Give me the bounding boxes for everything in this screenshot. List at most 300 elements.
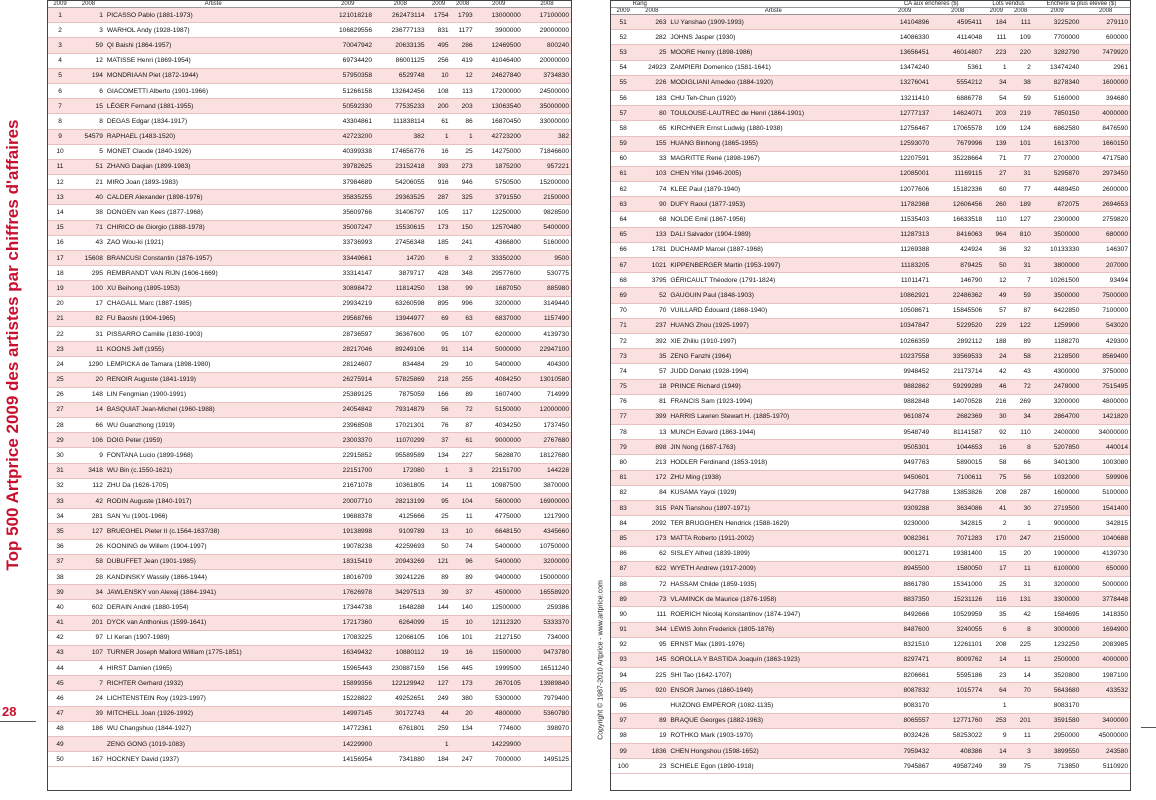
artist-name-cell: DEGAS Edgar (1834-1917) <box>105 114 322 129</box>
turnover-2009-cell: 8065557 <box>878 713 931 728</box>
lots-2009-cell: 127 <box>427 676 451 691</box>
top-bid-2008-cell: 714999 <box>523 387 571 402</box>
turnover-2009-cell: 10508671 <box>878 303 931 318</box>
top-bid-2008-cell: 5400000 <box>523 220 571 235</box>
table-row <box>611 106 1130 121</box>
top-bid-2009-cell: 4300000 <box>1033 364 1082 379</box>
rank-2008-cell: 58 <box>72 554 105 569</box>
turnover-2009-cell: 70047942 <box>322 38 375 53</box>
turnover-2008-cell: 14070528 <box>931 394 984 409</box>
lots-2008-cell: 59 <box>1008 90 1032 105</box>
lots-2009-cell: 42 <box>984 364 1008 379</box>
artist-name-cell: HUANG Binhong (1865-1955) <box>668 136 878 151</box>
turnover-2009-cell: 8083170 <box>878 698 931 713</box>
lots-2008-cell: 140 <box>451 600 475 615</box>
top-bid-2009-cell: 14275000 <box>475 144 523 159</box>
lots-2008-cell: 66 <box>1008 455 1032 470</box>
table-row <box>48 159 571 174</box>
rank-2008-cell: 13 <box>635 425 668 440</box>
top-bid-2008-cell: 279110 <box>1081 15 1130 30</box>
lots-2008-cell: 227 <box>451 448 475 463</box>
table-row <box>48 357 571 372</box>
top-bid-2008-cell: 4139730 <box>523 326 571 341</box>
rank-2009-cell: 83 <box>611 501 635 516</box>
rank-2009-cell: 27 <box>48 402 72 417</box>
lots-2009-cell: 393 <box>427 159 451 174</box>
lots-2009-cell: 34 <box>984 75 1008 90</box>
table-row <box>48 251 571 266</box>
turnover-2008-cell: 11169115 <box>931 166 984 181</box>
top-bid-2009-cell: 6837000 <box>475 311 523 326</box>
artist-name-cell: XIE Zhiliu (1910-1997) <box>668 333 878 348</box>
top-bid-2008-cell: 16511240 <box>523 661 571 676</box>
rank-2008-cell: 148 <box>72 387 105 402</box>
turnover-2009-cell: 12777137 <box>878 106 931 121</box>
lots-2008-cell: 74 <box>451 539 475 554</box>
table-row <box>611 516 1130 531</box>
rank-2008-cell: 4 <box>72 661 105 676</box>
top-bid-2009-cell: 3200000 <box>1033 576 1082 591</box>
rank-2009-cell: 21 <box>48 311 72 326</box>
turnover-2009-cell: 8492666 <box>878 607 931 622</box>
top-bid-2008-cell: 3778448 <box>1081 592 1130 607</box>
artist-name-cell: SHI Tao (1642-1707) <box>668 668 878 683</box>
lots-2008-cell: 247 <box>451 752 475 767</box>
rank-2008-cell: 38 <box>72 205 105 220</box>
top-bid-2009-cell: 42723200 <box>475 129 523 144</box>
lots-2008-cell: 43 <box>1008 364 1032 379</box>
top-bid-2008-cell: 382 <box>523 129 571 144</box>
lots-2008-cell: 63 <box>451 311 475 326</box>
turnover-2009-cell: 9427788 <box>878 485 931 500</box>
lots-2009-cell: 895 <box>427 296 451 311</box>
rank-2009-cell: 61 <box>611 166 635 181</box>
rank-2009-cell: 19 <box>48 281 72 296</box>
col-top-bid-2008: 2008 <box>1081 8 1130 15</box>
turnover-2009-cell: 9882862 <box>878 379 931 394</box>
rank-2009-cell: 68 <box>611 273 635 288</box>
col-lots-2008: 2008 <box>1008 8 1032 15</box>
turnover-2008-cell: 11814250 <box>374 281 427 296</box>
table-row <box>611 455 1130 470</box>
top-bid-2009-cell: 2128500 <box>1033 349 1082 364</box>
lots-2008-cell <box>1008 698 1032 713</box>
turnover-2009-cell: 18016709 <box>322 569 375 584</box>
rank-2008-cell: 80 <box>635 106 668 121</box>
turnover-2009-cell: 24054842 <box>322 402 375 417</box>
lots-2009-cell: 39 <box>427 585 451 600</box>
lots-2009-cell: 249 <box>427 691 451 706</box>
top-bid-2009-cell: 2950000 <box>1033 728 1082 743</box>
turnover-2009-cell: 13211410 <box>878 90 931 105</box>
turnover-2008-cell: 13853826 <box>931 485 984 500</box>
lots-2009-cell: 54 <box>984 90 1008 105</box>
rank-2008-cell: 399 <box>635 409 668 424</box>
top-bid-2009-cell: 5628870 <box>475 448 523 463</box>
rank-2008-cell: 84 <box>635 485 668 500</box>
top-bid-2008-cell: 33000000 <box>523 114 571 129</box>
table-row <box>611 744 1130 759</box>
rank-2009-cell: 54 <box>611 60 635 75</box>
lots-2008-cell: 113 <box>451 83 475 98</box>
artist-name-cell: MONET Claude (1840-1926) <box>105 144 322 159</box>
lots-2009-cell: 69 <box>427 311 451 326</box>
top-bid-2009-cell: 2127150 <box>475 630 523 645</box>
turnover-2009-cell: 39782625 <box>322 159 375 174</box>
rank-2009-cell: 39 <box>48 585 72 600</box>
lots-2009-cell: 46 <box>984 379 1008 394</box>
turnover-2008-cell: 79314879 <box>374 402 427 417</box>
lots-2009-cell: 253 <box>984 713 1008 728</box>
rank-2008-cell: 95 <box>635 637 668 652</box>
lots-2008-cell: 104 <box>451 494 475 509</box>
artist-name-cell: HOCKNEY David (1937) <box>105 752 322 767</box>
top-bid-2008-cell: 7500000 <box>1081 288 1130 303</box>
turnover-2008-cell: 17021301 <box>374 418 427 433</box>
col-lots-group: Lots vendus <box>984 1 1033 8</box>
artist-name-cell: ZAMPIERI Domenico (1581-1641) <box>668 60 878 75</box>
artist-name-cell: NOLDE Emil (1867-1956) <box>668 212 878 227</box>
lots-2008-cell: 10 <box>451 357 475 372</box>
top-bid-2009-cell: 7000000 <box>475 752 523 767</box>
turnover-2008-cell <box>374 737 427 752</box>
turnover-2009-cell: 9610874 <box>878 409 931 424</box>
rank-2009-cell: 45 <box>48 676 72 691</box>
table-row <box>611 668 1130 683</box>
rank-2008-cell: 1836 <box>635 744 668 759</box>
top-bid-2008-cell: 146307 <box>1081 242 1130 257</box>
lots-2008-cell: 20 <box>1008 546 1032 561</box>
rank-2008-cell: 263 <box>635 15 668 30</box>
top-bid-2008-cell: 10750000 <box>523 539 571 554</box>
lots-2008-cell: 2 <box>1008 60 1032 75</box>
table-row <box>611 546 1130 561</box>
turnover-2009-cell: 7945867 <box>878 759 931 774</box>
turnover-2008-cell: 8009762 <box>931 652 984 667</box>
lots-2009-cell: 287 <box>427 190 451 205</box>
table-row <box>611 318 1130 333</box>
turnover-2008-cell: 33569533 <box>931 349 984 364</box>
lots-2008-cell: 3 <box>451 463 475 478</box>
top-bid-2008-cell: 71846600 <box>523 144 571 159</box>
rank-2008-cell: 344 <box>635 622 668 637</box>
rank-2008-cell: 133 <box>635 227 668 242</box>
rank-2008-cell: 898 <box>635 440 668 455</box>
turnover-2008-cell: 7071283 <box>931 531 984 546</box>
top-bid-2009-cell: 3591580 <box>1033 713 1082 728</box>
turnover-2008-cell: 39241226 <box>374 569 427 584</box>
rank-2009-cell: 76 <box>611 394 635 409</box>
artist-name-cell: MAGRITTE René (1898-1967) <box>668 151 878 166</box>
artist-name-cell: ZHU Da (1626-1705) <box>105 478 322 493</box>
rank-2008-cell: 59 <box>72 38 105 53</box>
rank-2009-cell: 51 <box>611 15 635 30</box>
turnover-2008-cell: 89249106 <box>374 342 427 357</box>
top-bid-2009-cell: 33350200 <box>475 251 523 266</box>
rank-2009-cell: 17 <box>48 251 72 266</box>
table-row <box>48 129 571 144</box>
lots-2009-cell: 14 <box>984 744 1008 759</box>
lots-2009-cell: 111 <box>984 30 1008 45</box>
rank-2009-cell: 48 <box>48 721 72 736</box>
top-bid-2009-cell: 3282790 <box>1033 45 1082 60</box>
lots-2008-cell: 111 <box>1008 15 1032 30</box>
rank-2008-cell: 172 <box>635 470 668 485</box>
turnover-2009-cell: 20007710 <box>322 494 375 509</box>
top-bid-2009-cell: 6200000 <box>475 326 523 341</box>
lots-2009-cell: 39 <box>984 759 1008 774</box>
turnover-2009-cell: 17217360 <box>322 615 375 630</box>
turnover-2009-cell: 9230000 <box>878 516 931 531</box>
artist-name-cell: ZENG GONG (1019-1083) <box>105 737 322 752</box>
lots-2008-cell: 86 <box>451 114 475 129</box>
turnover-2009-cell: 10347847 <box>878 318 931 333</box>
turnover-2008-cell: 57825869 <box>374 372 427 387</box>
lots-2009-cell: 831 <box>427 23 451 38</box>
artist-name-cell: DERAIN André (1880-1954) <box>105 600 322 615</box>
turnover-2008-cell: 1580050 <box>931 561 984 576</box>
lots-2009-cell: 116 <box>984 592 1008 607</box>
rank-2008-cell: 295 <box>72 266 105 281</box>
lots-2009-cell: 10 <box>427 68 451 83</box>
top-bid-2009-cell: 3300000 <box>1033 592 1082 607</box>
rank-2009-cell: 6 <box>48 83 72 98</box>
table-row <box>48 630 571 645</box>
lots-2008-cell: 380 <box>451 691 475 706</box>
table-row <box>48 539 571 554</box>
artist-name-cell: HUIZONG EMPEROR (1082-1135) <box>668 698 878 713</box>
rank-2009-cell: 82 <box>611 485 635 500</box>
artist-name-cell: LI Keran (1907-1989) <box>105 630 322 645</box>
table-row <box>48 175 571 190</box>
artist-name-cell: KUSAMA Yayoi (1929) <box>668 485 878 500</box>
turnover-2009-cell: 9309288 <box>878 501 931 516</box>
top-bid-2009-cell: 5600000 <box>475 494 523 509</box>
turnover-2009-cell: 40399338 <box>322 144 375 159</box>
top-bid-2008-cell: 2759820 <box>1081 212 1130 227</box>
artist-name-cell: CHEN Yifei (1946-2005) <box>668 166 878 181</box>
lots-2009-cell: 1 <box>427 129 451 144</box>
table-row <box>611 90 1130 105</box>
turnover-2008-cell: 382 <box>374 129 427 144</box>
top-bid-2009-cell: 13063540 <box>475 99 523 114</box>
top-bid-2009-cell: 13474240 <box>1033 60 1082 75</box>
lots-2008-cell: 77 <box>1008 182 1032 197</box>
top-bid-2009-cell: 1232250 <box>1033 637 1082 652</box>
rank-2008-cell: 3 <box>72 23 105 38</box>
top-bid-2009-cell: 8083170 <box>1033 698 1082 713</box>
artist-name-cell: GAUGUIN Paul (1848-1903) <box>668 288 878 303</box>
lots-2009-cell: 13 <box>427 524 451 539</box>
table-row <box>48 676 571 691</box>
rank-2008-cell: 145 <box>635 652 668 667</box>
turnover-2009-cell: 8487600 <box>878 622 931 637</box>
top-bid-2009-cell: 6422850 <box>1033 303 1082 318</box>
top-bid-2009-cell: 12112320 <box>475 615 523 630</box>
artist-name-cell: WU Changshuo (1844-1927) <box>105 721 322 736</box>
rank-2009-cell: 22 <box>48 326 72 341</box>
rank-2009-cell: 92 <box>611 637 635 652</box>
turnover-2008-cell: 13944977 <box>374 311 427 326</box>
turnover-2009-cell: 11011471 <box>878 273 931 288</box>
lots-2008-cell: 11 <box>1008 561 1032 576</box>
lots-2008-cell: 220 <box>1008 45 1032 60</box>
lots-2009-cell: 35 <box>984 607 1008 622</box>
lots-2009-cell: 61 <box>427 114 451 129</box>
artist-name-cell: TURNER Joseph Mallord William (1775-1851) <box>105 645 322 660</box>
top-bid-2009-cell: 16870450 <box>475 114 523 129</box>
top-bid-2009-cell: 1900000 <box>1033 546 1082 561</box>
rank-2009-cell: 86 <box>611 546 635 561</box>
top-bid-2009-cell: 872075 <box>1033 197 1082 212</box>
top-bid-2009-cell: 2700000 <box>1033 151 1082 166</box>
top-bid-2009-cell: 12570480 <box>475 220 523 235</box>
rank-2008-cell: 40 <box>72 190 105 205</box>
turnover-2008-cell: 122129942 <box>374 676 427 691</box>
top-bid-2008-cell: 9828500 <box>523 205 571 220</box>
top-bid-2009-cell: 12500000 <box>475 600 523 615</box>
top-bid-2009-cell: 5300000 <box>475 691 523 706</box>
turnover-2009-cell: 11269388 <box>878 242 931 257</box>
rank-2008-cell: 65 <box>635 121 668 136</box>
lots-2009-cell: 138 <box>427 281 451 296</box>
lots-2008-cell: 11 <box>451 478 475 493</box>
top-bid-2008-cell: 957221 <box>523 159 571 174</box>
turnover-2008-cell: 15231126 <box>931 592 984 607</box>
lots-2009-cell: 76 <box>427 418 451 433</box>
top-bid-2009-cell: 10261500 <box>1033 273 1082 288</box>
lots-2009-cell: 134 <box>427 448 451 463</box>
lots-2009-cell: 216 <box>984 394 1008 409</box>
rank-2008-cell: 39 <box>72 706 105 721</box>
rank-2009-cell: 73 <box>611 349 635 364</box>
rank-2009-cell: 1 <box>48 8 72 23</box>
top-bid-2008-cell: 16900000 <box>523 494 571 509</box>
table-row <box>48 706 571 721</box>
rank-2008-cell: 11 <box>72 342 105 357</box>
lots-2009-cell: 91 <box>427 342 451 357</box>
lots-2009-cell: 188 <box>984 333 1008 348</box>
table-row <box>48 752 571 767</box>
turnover-2008-cell: 86001125 <box>374 53 427 68</box>
rank-2009-cell: 3 <box>48 38 72 53</box>
rank-2009-cell: 78 <box>611 425 635 440</box>
artist-name-cell: CHIRICO de Giorgio (1888-1978) <box>105 220 322 235</box>
rank-2008-cell: 100 <box>72 281 105 296</box>
turnover-2008-cell: 7875059 <box>374 387 427 402</box>
turnover-2008-cell: 58253022 <box>931 728 984 743</box>
turnover-2008-cell: 3240055 <box>931 622 984 637</box>
rank-2008-cell: 97 <box>72 630 105 645</box>
artist-name-cell: FONTANA Lucio (1899-1968) <box>105 448 322 463</box>
ranking-table <box>48 1 571 767</box>
top-bid-2009-cell: 2478000 <box>1033 379 1082 394</box>
top-bid-2009-cell: 14229900 <box>475 737 523 752</box>
lots-2009-cell: 229 <box>984 318 1008 333</box>
artist-name-cell: HUANG Zhou (1925-1997) <box>668 318 878 333</box>
table-row <box>48 402 571 417</box>
rank-2009-cell: 94 <box>611 668 635 683</box>
rank-2008-cell <box>72 737 105 752</box>
top-bid-2008-cell: 20000000 <box>523 53 571 68</box>
rank-2009-cell: 63 <box>611 197 635 212</box>
rank-2008-cell: 25 <box>635 45 668 60</box>
artist-name-cell: KLEE Paul (1879-1940) <box>668 182 878 197</box>
turnover-2008-cell: 8416063 <box>931 227 984 242</box>
turnover-2009-cell: 12077606 <box>878 182 931 197</box>
artist-name-cell: HASSAM Childe (1859-1935) <box>668 576 878 591</box>
rank-2009-cell: 91 <box>611 622 635 637</box>
artist-name-cell: MOORE Henry (1898-1986) <box>668 45 878 60</box>
lots-2009-cell: 6 <box>984 622 1008 637</box>
artist-name-cell: LICHTENSTEIN Roy (1923-1997) <box>105 691 322 706</box>
lots-2008-cell: 70 <box>1008 683 1032 698</box>
turnover-2009-cell: 9548749 <box>878 425 931 440</box>
top-bid-2008-cell: 885980 <box>523 281 571 296</box>
rank-2008-cell: 23 <box>635 759 668 774</box>
table-row <box>48 38 571 53</box>
rank-2008-cell: 127 <box>72 524 105 539</box>
artist-name-cell: ZHANG Daqian (1899-1983) <box>105 159 322 174</box>
rank-2008-cell: 70 <box>635 303 668 318</box>
rank-2009-cell: 55 <box>611 75 635 90</box>
table-row <box>48 266 571 281</box>
top-bid-2008-cell: 8476590 <box>1081 121 1130 136</box>
col-artist: Artiste <box>668 8 878 15</box>
lots-2008-cell: 201 <box>1008 713 1032 728</box>
top-bid-2008-cell: 429300 <box>1081 333 1130 348</box>
table-row <box>611 166 1130 181</box>
turnover-2008-cell: 63260598 <box>374 296 427 311</box>
lots-2008-cell: 75 <box>1008 759 1032 774</box>
table-row <box>611 425 1130 440</box>
lots-2008-cell: 810 <box>1008 227 1032 242</box>
turnover-2008-cell: 262473114 <box>374 8 427 23</box>
top-bid-2009-cell: 29577600 <box>475 266 523 281</box>
rank-2009-cell: 93 <box>611 652 635 667</box>
rank-2008-cell: 201 <box>72 615 105 630</box>
rank-2008-cell: 112 <box>72 478 105 493</box>
top-bid-2008-cell: 7515495 <box>1081 379 1130 394</box>
turnover-2009-cell: 35007247 <box>322 220 375 235</box>
turnover-2009-cell: 29934219 <box>322 296 375 311</box>
turnover-2008-cell: 49252651 <box>374 691 427 706</box>
artist-name-cell: FU Baoshi (1904-1965) <box>105 311 322 326</box>
rank-2009-cell: 89 <box>611 592 635 607</box>
top-bid-2009-cell: 3900000 <box>475 23 523 38</box>
table-row <box>611 333 1130 348</box>
rank-2009-cell: 18 <box>48 266 72 281</box>
table-row <box>611 637 1130 652</box>
turnover-2009-cell: 15228822 <box>322 691 375 706</box>
turnover-2008-cell: 5890015 <box>931 455 984 470</box>
turnover-2008-cell: 27456348 <box>374 235 427 250</box>
turnover-2009-cell: 15965443 <box>322 661 375 676</box>
turnover-2008-cell: 29363525 <box>374 190 427 205</box>
rank-2009-cell: 34 <box>48 509 72 524</box>
turnover-2009-cell: 22915852 <box>322 448 375 463</box>
top-bid-2008-cell: 259386 <box>523 600 571 615</box>
turnover-2009-cell: 9497763 <box>878 455 931 470</box>
artist-name-cell: CALDER Alexander (1898-1976) <box>105 190 322 205</box>
top-bid-2009-cell: 5150000 <box>475 402 523 417</box>
artist-name-cell: PICASSO Pablo (1881-1973) <box>105 8 322 23</box>
lots-2009-cell: 166 <box>427 387 451 402</box>
top-bid-2008-cell <box>523 737 571 752</box>
turnover-2009-cell: 121018218 <box>322 8 375 23</box>
lots-2008-cell: 286 <box>451 38 475 53</box>
turnover-2009-cell: 8321510 <box>878 637 931 652</box>
